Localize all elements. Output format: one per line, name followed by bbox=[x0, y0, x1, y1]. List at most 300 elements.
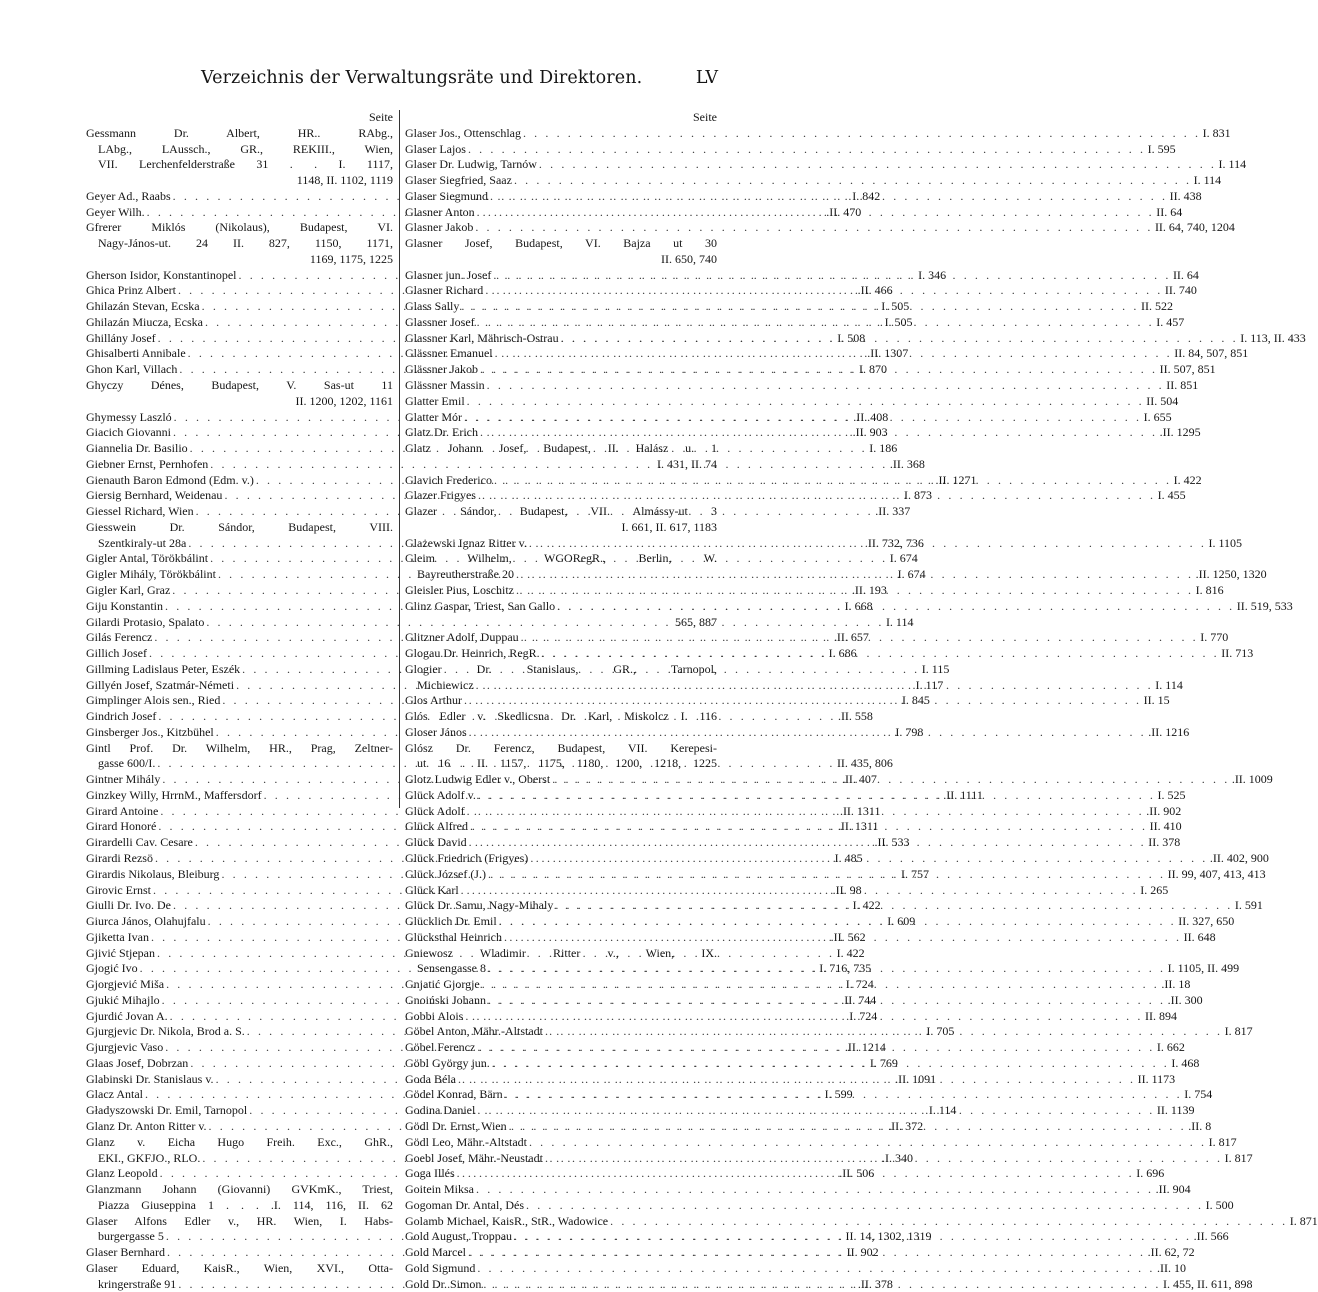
entry-text: Goda Béla bbox=[405, 1071, 456, 1086]
page-reference: .II. 18 bbox=[1161, 977, 1191, 992]
entry-text: Glaser Siegfried, Saaz bbox=[405, 173, 512, 188]
index-entry bbox=[86, 1182, 393, 1214]
entry-text: Göbel Ferencz bbox=[405, 1040, 476, 1055]
page-reference: I. 455 bbox=[1157, 488, 1186, 503]
entry-text: Glogau Dr. Heinrich, RegR. bbox=[405, 646, 540, 661]
page-reference: II. 1139 bbox=[1156, 1103, 1195, 1118]
entry-text: Ghilazán Stevan, Ecska bbox=[86, 299, 200, 314]
dot-leader bbox=[527, 1135, 1209, 1151]
entry-text: Ghillány Josef bbox=[86, 330, 156, 345]
entry-text: Glasner Richard bbox=[405, 283, 484, 298]
page-reference: I. 422 bbox=[852, 898, 881, 913]
page-reference: .II. 300 bbox=[1167, 992, 1203, 1007]
dot-leader bbox=[537, 157, 1219, 173]
page-reference: I. 870 bbox=[858, 362, 887, 377]
entry-text: Glaser Jos., Ottenschlag bbox=[405, 125, 521, 140]
dot-leader bbox=[459, 299, 1141, 315]
dot-leader bbox=[483, 283, 1165, 299]
entry-text: Gjukić Mihajlo bbox=[86, 992, 160, 1007]
entry-text: Glanzmann Johann (Giovanni) GVKmK., Triest, bbox=[86, 1182, 393, 1197]
index-entry bbox=[86, 378, 393, 410]
page-reference: .I. 340 bbox=[881, 1150, 913, 1165]
page-reference: .II. 1250, 1320 bbox=[1195, 567, 1267, 582]
dot-leader bbox=[528, 851, 1210, 867]
dot-leader bbox=[465, 394, 1147, 410]
entry-text: Michiewicz bbox=[417, 677, 474, 692]
entry-text: kringerstraße 91 bbox=[98, 1276, 177, 1291]
page-reference: I. 845 bbox=[901, 693, 930, 708]
index-entry bbox=[405, 1134, 1237, 1151]
page-title: Verzeichnis der Verwaltungsräte und Direktoren. bbox=[201, 68, 643, 88]
dot-leader bbox=[524, 1198, 1206, 1214]
dot-leader bbox=[559, 331, 1241, 347]
page-reference: .II. 1311 bbox=[839, 803, 881, 818]
entry-line bbox=[86, 1198, 393, 1214]
dot-leader bbox=[492, 473, 1174, 489]
entry-line bbox=[86, 378, 393, 394]
index-entry bbox=[405, 1260, 1186, 1277]
page-reference: .II. 1009 bbox=[1231, 772, 1273, 787]
page-reference: .II. 10 bbox=[1156, 1260, 1186, 1275]
page-reference: I. 508 bbox=[837, 330, 866, 345]
entry-text: Sensengasse 8 bbox=[417, 961, 486, 976]
entry-line bbox=[405, 520, 717, 536]
page-reference: II. 522 bbox=[1140, 299, 1173, 314]
dot-leader bbox=[486, 993, 1168, 1009]
entry-text: Glażewski Ignaz Ritter v. bbox=[405, 535, 527, 550]
entry-text: Gintner Mihály bbox=[86, 772, 161, 787]
entry-text: Glücklich Dr. Emil bbox=[405, 914, 497, 929]
page-reference: II. 64 bbox=[1172, 267, 1199, 282]
dot-leader bbox=[467, 835, 1149, 851]
dot-leader bbox=[497, 914, 1179, 930]
entry-line bbox=[405, 1197, 1234, 1214]
entry-text: Glatz Dr. Erich bbox=[405, 425, 478, 440]
dot-leader bbox=[486, 867, 1168, 883]
entry-line bbox=[405, 1260, 1186, 1277]
page-reference: I. 757 bbox=[901, 866, 930, 881]
entry-text: Giersig Bernhard, Weidenau bbox=[86, 488, 223, 503]
page-reference: I. 595 bbox=[1147, 141, 1176, 156]
entry-text: Ginzkey Willy, HrrnM., Maffersdorf bbox=[86, 787, 262, 802]
entry-text: Gleisler Pius, Loschitz bbox=[405, 582, 514, 597]
entry-text: Glanz Leopold bbox=[86, 1166, 158, 1181]
dot-leader bbox=[490, 1056, 1172, 1072]
dot-leader bbox=[550, 772, 1232, 788]
entry-line bbox=[405, 157, 1247, 173]
entry-text: Gjiketta Ivan bbox=[86, 929, 149, 944]
entry-text: Glósz Dr. Ferencz, Budapest, VII. Kerepesi- bbox=[405, 740, 717, 755]
entry-text: Piazza Giuseppina 1 . . . .I. 114, 116, II. 62 bbox=[98, 1197, 393, 1212]
index-entry bbox=[405, 157, 1247, 173]
entry-text: Girard Honoré bbox=[86, 819, 157, 834]
dot-leader bbox=[475, 205, 1157, 221]
page-reference: I. 817 bbox=[1224, 1024, 1253, 1039]
entry-text: Glasner Anton bbox=[405, 204, 475, 219]
dot-leader bbox=[475, 1040, 1157, 1056]
index-entry bbox=[405, 393, 1179, 410]
page-reference: I. 114 bbox=[928, 1103, 957, 1118]
entry-text: Gjivić Stjepan bbox=[86, 945, 155, 960]
entry-text: 565, 887 bbox=[675, 614, 717, 629]
page-reference: .II. 1295 bbox=[1159, 425, 1201, 440]
entry-text: Ginsberger Jos., Kitzbühel bbox=[86, 724, 214, 739]
entry-text: Göbel Anton, Mähr.-Altstadt bbox=[405, 1024, 543, 1039]
page-reference: .II. 1091 bbox=[895, 1071, 937, 1086]
entry-text: Gimplinger Alois sen., Ried bbox=[86, 693, 221, 708]
page-reference: I. 113, II. 433 bbox=[1240, 330, 1306, 345]
entry-text: Girovic Ernst bbox=[86, 882, 151, 897]
dot-leader bbox=[466, 1245, 1148, 1261]
entry-text: Goga Illés bbox=[405, 1166, 455, 1181]
dot-leader bbox=[478, 362, 1160, 378]
index-entry bbox=[405, 378, 1199, 394]
entry-text: Glaas Josef, Dobrzan bbox=[86, 1055, 189, 1070]
page-reference: .II. 562 bbox=[830, 929, 866, 944]
page-reference: .II. 1216 bbox=[1148, 724, 1190, 739]
page-reference: I. 609 bbox=[887, 914, 916, 929]
page-reference: I. 842 bbox=[852, 188, 881, 203]
entry-text: Goebl Josef, Mähr.-Neustadt bbox=[405, 1150, 543, 1165]
page-reference: I. 186 bbox=[869, 441, 898, 456]
entry-line bbox=[405, 662, 717, 678]
page-reference: .II. 1111 bbox=[943, 787, 983, 802]
page-reference: .II. 904 bbox=[1155, 1182, 1191, 1197]
entry-text: I. 431, II. 74 bbox=[657, 456, 717, 471]
entry-text: Gigler Karl, Graz bbox=[86, 582, 171, 597]
page-reference: II. 378 bbox=[1148, 835, 1181, 850]
page-reference: I. 591 bbox=[1234, 898, 1263, 913]
page-reference: .II. 407 bbox=[841, 772, 877, 787]
page-reference: II. 438 bbox=[1169, 188, 1202, 203]
entry-line bbox=[405, 1213, 1318, 1230]
page-reference: II. 64 bbox=[1156, 204, 1183, 219]
page-reference: .II. 1311 bbox=[837, 819, 879, 834]
entry-text: EKI., GKFJO., RLO. bbox=[98, 1150, 201, 1165]
entry-line bbox=[86, 236, 393, 252]
entry-text: Gjurgjevic Vaso bbox=[86, 1040, 164, 1055]
entry-text: Gilardi Protasio, Spalato bbox=[86, 614, 205, 629]
page-reference: .II. 8 bbox=[1188, 1119, 1212, 1133]
dot-leader bbox=[540, 646, 1222, 662]
entry-text: Glück Adolf bbox=[405, 803, 465, 818]
entry-text: Glinz Gaspar, Triest, San Gallo bbox=[405, 598, 556, 613]
entry-text: LAbg., LAussch., GR., REKIII., Wien, bbox=[98, 141, 393, 156]
entry-text: Glasner Jakob bbox=[405, 220, 474, 235]
entry-text: gasse 600/I. bbox=[98, 756, 156, 771]
entry-text: Nagy-János-ut. 24 II. 827, 1150, 1171, bbox=[98, 236, 393, 251]
page-reference: I. 422 bbox=[1173, 472, 1202, 487]
entry-line bbox=[405, 457, 717, 473]
entry-line bbox=[405, 551, 717, 567]
page-reference: I. 655 bbox=[1143, 409, 1172, 424]
entry-text: Gobbi Alois bbox=[405, 1008, 464, 1023]
dot-leader bbox=[493, 346, 1175, 362]
page-reference: II. 99, 407, 413, 413 bbox=[1167, 866, 1266, 881]
dot-leader bbox=[468, 819, 1150, 835]
dot-leader bbox=[543, 1024, 1225, 1040]
entry-line bbox=[405, 141, 1176, 158]
index-entry bbox=[405, 236, 717, 268]
page-reference: .II. 1307 bbox=[867, 346, 909, 361]
entry-text: Glotz Ludwig Edler v., Oberst bbox=[405, 772, 551, 787]
page-reference: II. 14, 1302, 1319 bbox=[845, 1229, 932, 1244]
entry-text: Glücksthal Heinrich bbox=[405, 929, 502, 944]
page-reference: I. 724 bbox=[845, 977, 874, 992]
entry-text: Ghon Karl, Villach bbox=[86, 362, 178, 377]
entry-text: Glass Sally bbox=[405, 299, 460, 314]
entry-text: Gindrich Josef bbox=[86, 709, 157, 724]
entry-text: Glós Edler v. Skedlicsna Dr. Karl, Miskolcz I. 116 bbox=[405, 709, 717, 724]
entry-text: Girard Antoine bbox=[86, 803, 159, 818]
page-reference: II. 327, 650 bbox=[1178, 914, 1235, 929]
page-reference: I. 662 bbox=[1156, 1040, 1185, 1055]
entry-text: Giacich Giovanni bbox=[86, 425, 171, 440]
entry-text: II. 1200, 1202, 1161 bbox=[295, 393, 393, 408]
page-reference: I. 674 bbox=[889, 551, 918, 566]
dot-leader bbox=[456, 1072, 1138, 1088]
entry-text: Gödl Leo, Mähr.-Altstadt bbox=[405, 1134, 527, 1149]
entry-text: Geyer Ad., Raabs bbox=[86, 188, 171, 203]
page-reference: I. 769 bbox=[869, 1055, 898, 1070]
entry-text: II. 650, 740 bbox=[661, 251, 717, 266]
page-reference: .II. 558 bbox=[837, 709, 873, 724]
page-reference: I. 265 bbox=[1140, 882, 1169, 897]
page-reference: .II. 368 bbox=[889, 456, 925, 471]
entry-text: Gilás Ferencz bbox=[86, 630, 153, 645]
entry-text: Gjogić Ivo bbox=[86, 961, 138, 976]
entry-text: Goitein Miksa bbox=[405, 1182, 474, 1197]
page-reference: .II. 337 bbox=[875, 504, 911, 519]
page-reference: I. 754 bbox=[1184, 1087, 1213, 1102]
entry-text: Glück Friedrich (Frigyes) bbox=[405, 850, 529, 865]
dot-leader bbox=[543, 1151, 1225, 1167]
entry-line bbox=[405, 741, 717, 757]
entry-text: Gienauth Baron Edmond (Edm. v.) bbox=[86, 472, 254, 487]
index-entry bbox=[405, 1182, 1191, 1198]
entry-line bbox=[405, 946, 717, 962]
page-reference: I. 114 bbox=[1218, 157, 1247, 172]
entry-text: Glatter Emil bbox=[405, 393, 465, 408]
dot-leader bbox=[521, 126, 1203, 142]
page-reference: I. 525 bbox=[1157, 787, 1186, 802]
page-reference: I. 770 bbox=[1200, 630, 1229, 645]
page-reference: I. 114 bbox=[1155, 677, 1183, 692]
entry-text: Giebner Ernst, Pernhofen bbox=[86, 456, 209, 471]
entry-text: Glasner jun. Josef bbox=[405, 267, 492, 282]
entry-text: Glanz Dr. Anton Ritter v. bbox=[86, 1119, 207, 1133]
page-reference: I. 457 bbox=[1156, 314, 1185, 329]
entry-text: 1169, 1175, 1225 bbox=[309, 251, 393, 266]
dot-leader bbox=[527, 536, 1209, 552]
entry-text: Göbl György jun. bbox=[405, 1055, 490, 1070]
page-reference: I. 455, II. 611, 898 bbox=[1162, 1276, 1253, 1291]
page-reference: II. 507, 851 bbox=[1159, 362, 1216, 377]
page-reference: I. 1105, II. 499 bbox=[1167, 961, 1240, 976]
page-reference: I. 724 bbox=[849, 1008, 878, 1023]
page-reference: .II. 466 bbox=[857, 283, 893, 298]
entry-text: Gillyén Josef, Szatmár-Németi bbox=[86, 677, 235, 692]
page-reference: .II. 566 bbox=[1193, 1229, 1229, 1244]
page-reference: I. 668 bbox=[844, 598, 873, 613]
page-reference: II. 15 bbox=[1143, 693, 1170, 708]
page-reference: .II. 902 bbox=[1146, 803, 1182, 818]
entry-text: ut 16 . II. 1157, 1175, 1180, 1200, 1218, 1225 bbox=[417, 756, 717, 771]
entry-line bbox=[405, 378, 1199, 394]
page-reference: I. 831 bbox=[1202, 125, 1231, 140]
entry-text: Gold Sigmund bbox=[405, 1260, 476, 1275]
page-reference: I. 686 bbox=[828, 646, 857, 661]
index-entry bbox=[405, 125, 1231, 142]
dot-leader bbox=[512, 173, 1194, 189]
entry-text: Glatz Johann Josef, Budapest, II. Halász u. 1 bbox=[405, 441, 717, 456]
page-reference: I. 485 bbox=[834, 850, 863, 865]
entry-line bbox=[86, 173, 393, 189]
dot-leader bbox=[462, 410, 1144, 426]
dot-leader bbox=[519, 630, 1201, 646]
entry-text: Glitzner Adolf, Duppau bbox=[405, 630, 519, 645]
entry-text: Giannelia Dr. Basilio bbox=[86, 441, 188, 456]
dot-leader bbox=[485, 378, 1167, 394]
entry-text: Glaser Lajos bbox=[405, 141, 466, 156]
entry-text: Ghica Prinz Albert bbox=[86, 283, 176, 298]
page-reference: I. 422 bbox=[836, 945, 865, 960]
page-reference: I. 505 bbox=[881, 299, 910, 314]
entry-text: Gleim Wilhelm, WGORegR., Berlin, W. bbox=[405, 551, 717, 566]
page-reference: I. 873 bbox=[904, 488, 933, 503]
page-reference: .II. 506 bbox=[839, 1166, 875, 1181]
dot-leader bbox=[553, 898, 1235, 914]
page-reference: .II. 372 bbox=[888, 1119, 924, 1133]
entry-line bbox=[405, 252, 717, 268]
entry-text: Szentkiraly-ut 28a bbox=[98, 535, 187, 550]
entry-line bbox=[405, 125, 1231, 142]
page-reference: I. 816 bbox=[1195, 582, 1224, 597]
entry-text: Glatter Mór bbox=[405, 409, 462, 424]
page-reference: II. 740 bbox=[1164, 283, 1197, 298]
index-entry bbox=[405, 220, 1235, 236]
entry-line bbox=[86, 394, 393, 410]
dot-leader bbox=[467, 725, 1149, 741]
entry-text: VII. Lerchenfelderstraße 31 . . I. 1117, bbox=[98, 157, 393, 172]
entry-text: Gherson Isidor, Konstantinopel bbox=[86, 267, 237, 282]
entry-text: Glassner Josef bbox=[405, 314, 475, 329]
entry-text: Giesswein Dr. Sándor, Budapest, VIII. bbox=[86, 519, 393, 534]
entry-text: Glück Adolf v. bbox=[405, 787, 476, 802]
entry-text: Bayreutherstraße 20 bbox=[417, 567, 514, 582]
entry-line bbox=[86, 157, 393, 173]
entry-line bbox=[86, 1214, 393, 1230]
dot-leader bbox=[514, 583, 1196, 599]
page-reference: II. 410 bbox=[1149, 819, 1182, 834]
page-reference: II. 519, 533 bbox=[1236, 598, 1293, 613]
entry-text: Gładyszowski Dr. Emil, Tarnopol bbox=[86, 1103, 248, 1118]
dot-leader bbox=[462, 693, 1144, 709]
dot-leader bbox=[514, 567, 1196, 583]
page-reference: I. 705 bbox=[926, 1024, 955, 1039]
dot-leader bbox=[507, 1119, 1189, 1135]
dot-leader bbox=[455, 1166, 1137, 1182]
entry-text: Gillming Ladislaus Peter, Eszék bbox=[86, 661, 241, 676]
page-reference: I. 505 bbox=[884, 314, 913, 329]
entry-text: Gigler Antal, Törökbálint bbox=[86, 551, 209, 566]
page-reference: I. 674 bbox=[897, 567, 926, 582]
entry-text: Gillich Josef bbox=[86, 646, 147, 661]
entry-line bbox=[86, 741, 393, 757]
dot-leader bbox=[476, 788, 1158, 804]
index-entry bbox=[405, 441, 717, 473]
dot-leader bbox=[474, 678, 1156, 694]
dot-leader bbox=[488, 189, 1170, 205]
entry-line bbox=[405, 173, 1222, 189]
entry-text: Gnjatić Gjorgje bbox=[405, 977, 480, 992]
entry-line bbox=[405, 236, 717, 252]
entry-line bbox=[405, 393, 1179, 410]
dot-leader bbox=[473, 220, 1155, 236]
entry-text: Giessel Richard, Wien bbox=[86, 504, 194, 519]
dot-leader bbox=[463, 1009, 1145, 1025]
seite-label: Seite bbox=[369, 110, 393, 124]
page-reference: .II. 657 bbox=[833, 630, 869, 645]
page-number: LV bbox=[695, 68, 718, 88]
page-reference: I. 468 bbox=[1171, 1055, 1200, 1070]
entry-text: Gessmann Dr. Albert, HR.. RAbg., bbox=[86, 125, 393, 140]
page-reference: I. 817 bbox=[1208, 1134, 1237, 1149]
page-reference: I. 599 bbox=[824, 1087, 853, 1102]
entry-text: Giulli Dr. Ivo. De bbox=[86, 898, 171, 913]
entry-text: Glasner Josef, Budapest, VI. Bajza ut 30 bbox=[405, 236, 717, 251]
entry-text: Godina Daniel bbox=[405, 1103, 476, 1118]
entry-text: Glück Dr. Samu, Nagy-Mihaly bbox=[405, 898, 554, 913]
page-reference: I. 500 bbox=[1205, 1197, 1234, 1212]
entry-text: Gold Marcel bbox=[405, 1245, 466, 1260]
entry-line bbox=[86, 1135, 393, 1151]
entry-text: Ghymessy Laszló bbox=[86, 409, 172, 424]
entry-text: Gloser János bbox=[405, 724, 467, 739]
entry-text: Gigler Mihály, Törökbálint bbox=[86, 567, 216, 582]
page-reference: I. 716, 735 bbox=[819, 961, 872, 976]
entry-text: Glück Karl bbox=[405, 882, 459, 897]
dot-leader bbox=[491, 268, 1173, 284]
page-reference: II. 851 bbox=[1166, 378, 1199, 393]
entry-line bbox=[86, 520, 393, 536]
entry-text: Gniewosz Wladimir Ritter v., Wien, IX. bbox=[405, 945, 717, 960]
page-reference: II. 1173 bbox=[1137, 1071, 1176, 1086]
page-reference: .II. 470 bbox=[826, 204, 862, 219]
entry-text: Glässner Massin bbox=[405, 378, 485, 393]
dot-leader bbox=[608, 1214, 1290, 1230]
entry-text: Glacz Antal bbox=[86, 1087, 143, 1102]
page-reference: I. 696 bbox=[1136, 1166, 1165, 1181]
entry-text: Girardi Rezsö bbox=[86, 850, 153, 865]
entry-text: Glassner Karl, Mährisch-Ostrau bbox=[405, 330, 559, 345]
page-reference: .II. 1271 bbox=[935, 472, 977, 487]
dot-leader bbox=[476, 488, 1158, 504]
entry-text: Ghilazán Miucza, Ecska bbox=[86, 314, 203, 329]
entry-text: Glück Alfred bbox=[405, 819, 468, 834]
page-reference: .II. 744 bbox=[841, 992, 877, 1007]
entry-text: Giurca János, Olahujfalu bbox=[86, 914, 206, 929]
page-reference: I. 871 bbox=[1289, 1213, 1318, 1228]
entry-line bbox=[405, 441, 717, 457]
page-reference: I. 1105 bbox=[1208, 535, 1243, 550]
entry-text: Glazer Sándor, Budapest, VII. Almássy-ut 3 bbox=[405, 504, 717, 519]
entry-line bbox=[405, 220, 1235, 236]
page-reference: .II. 533 bbox=[874, 835, 910, 850]
entry-text: Glavich Frederico bbox=[405, 472, 492, 487]
entry-text: Gold August, Troppau bbox=[405, 1229, 513, 1244]
dot-leader bbox=[486, 961, 1168, 977]
